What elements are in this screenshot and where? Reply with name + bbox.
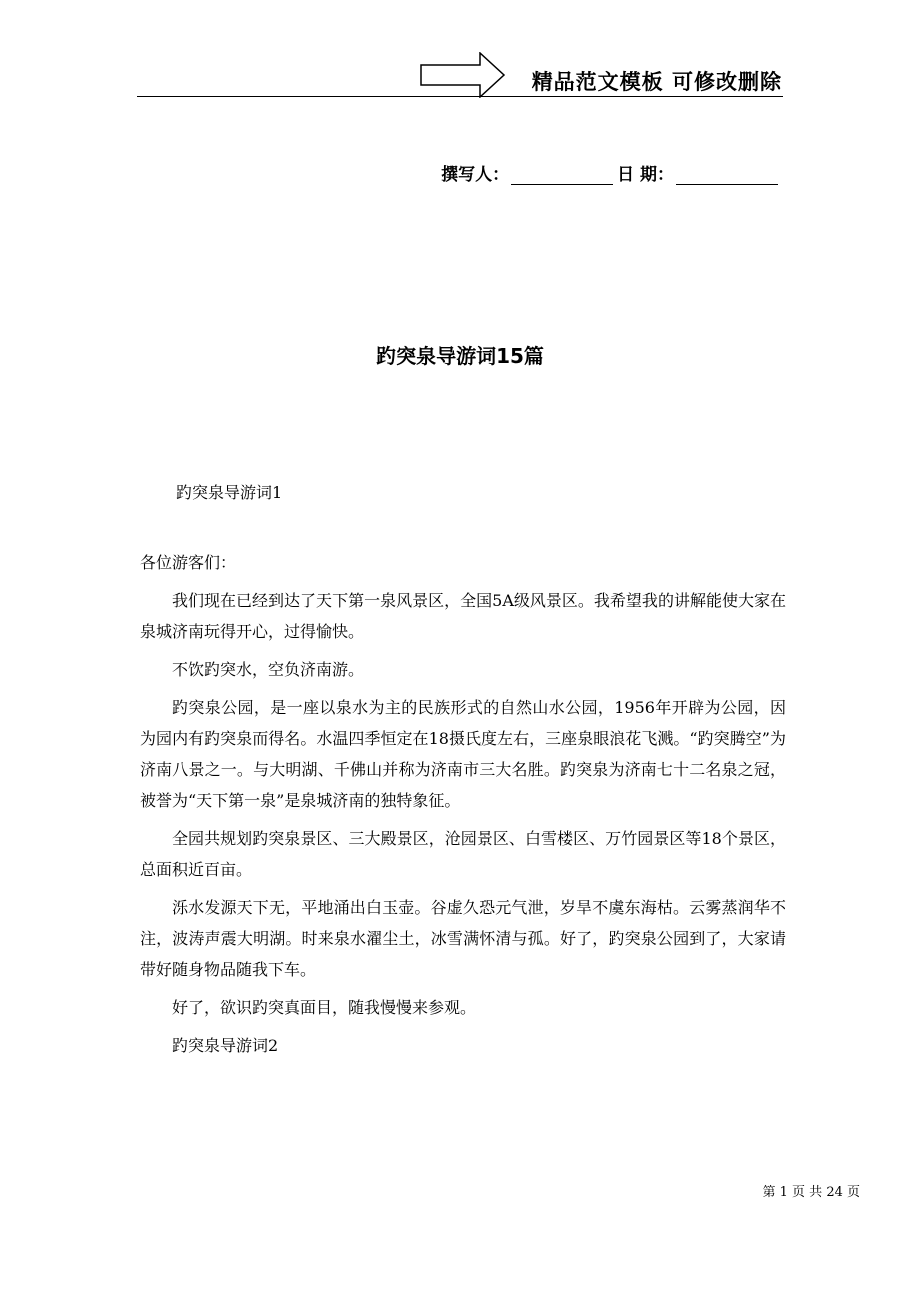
section-heading: 趵突泉导游词2 — [172, 1036, 279, 1055]
paragraph: 泺水发源天下无，平地涌出白玉壶。谷虚久恐元气泄，岁旱不虞东海枯。云雾蒸润华不注，波涛声震大明湖。时来泉水濯尘土，冰雪满怀清与孤。好了，趵突泉公园到了，大家请带好随身物品随我下车。 — [140, 898, 786, 979]
paragraph: 不饮趵突水，空负济南游。 — [172, 660, 365, 679]
header-divider — [137, 96, 783, 97]
signature-row — [441, 160, 782, 185]
page-indicator: 第 1 页 共 24 页 — [762, 1185, 860, 1200]
document-body — [140, 585, 786, 1068]
greeting: 各位游客们： — [140, 553, 237, 572]
paragraph: 趵突泉公园，是一座以泉水为主的民族形式的自然山水公园，1956年开辟为公园，因为园内有趵突泉而得名。水温四季恒定在18摄氏度左右，三座泉眼浪花飞溅。“趵突腾空”为济南八景之一。与大明湖、千佛山并称为济南市三大名胜。趵突泉为济南七十二名泉之冠，被誉为“天下第一泉”是泉城济南的独特象征。 — [140, 698, 786, 810]
paragraph: 全园共规划趵突泉景区、三大殿景区，沧园景区、白雪楼区、万竹园景区等18个景区，总面积近百亩。 — [140, 829, 786, 879]
paragraph: 好了，欲识趵突真面目，随我慢慢来参观。 — [172, 998, 477, 1017]
date-blank-field[interactable] — [676, 166, 778, 185]
date-label: 日 期： — [617, 165, 674, 185]
paragraph: 我们现在已经到达了天下第一泉风景区，全国5A级风景区。我希望我的讲解能使大家在泉城济南玩得开心，过得愉快。 — [140, 591, 786, 641]
header-title: 精品范文模板 可修改删除 — [531, 70, 782, 94]
author-blank-field[interactable] — [511, 166, 613, 185]
arrow-icon — [420, 52, 506, 98]
section-heading: 趵突泉导游词1 — [176, 483, 283, 502]
author-label: 撰写人： — [441, 165, 510, 185]
document-title: 趵突泉导游词15篇 — [376, 344, 544, 368]
